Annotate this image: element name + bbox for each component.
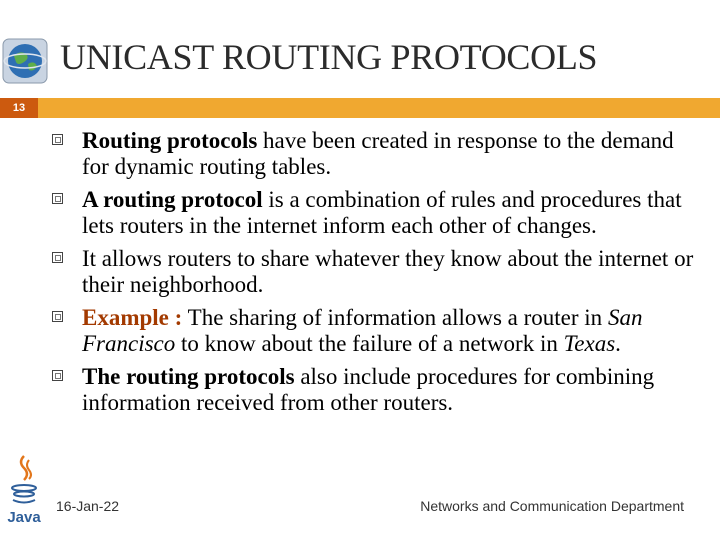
title-bar [0, 28, 720, 92]
example-label: Example : [82, 305, 183, 330]
bullet-text: have been created in response to the demand for dynamic routing tables. [82, 128, 674, 179]
bullet-item [52, 305, 702, 357]
footer-department: Networks and Communication Department [420, 498, 684, 514]
bullet-text: to know about the failure of a network in [175, 331, 564, 356]
footer-date: 16-Jan-22 [56, 498, 120, 514]
slide-title: UNICAST ROUTING PROTOCOLS [60, 37, 598, 77]
bullet-item [52, 246, 702, 298]
bullet-text: The sharing of information allows a router in [182, 305, 608, 330]
bullet-square-icon [52, 134, 63, 145]
bullet-square-icon [52, 370, 63, 381]
slide-number: 13 [0, 98, 38, 118]
bullet-text: also include procedures for combining information received from other routers. [82, 364, 655, 415]
bullet-item [52, 187, 702, 239]
bullet-text: It allows routers to share whatever they know about the internet or their neighborhood. [82, 246, 694, 297]
bullet-list [52, 128, 702, 423]
bullet-square-icon [52, 311, 63, 322]
java-logo-icon [4, 452, 44, 526]
header-bar [0, 98, 720, 118]
bullet-item [52, 128, 702, 180]
java-logo-text: Java [7, 509, 41, 526]
globe-logo-icon [2, 38, 48, 84]
bullet-bold-lead: A routing protocol [82, 187, 263, 212]
bullet-item [52, 364, 702, 416]
bullet-text: . [615, 331, 621, 356]
bullet-bold-lead: The routing protocols [82, 364, 295, 389]
bullet-square-icon [52, 193, 63, 204]
bullet-bold-lead: Routing protocols [82, 128, 258, 153]
place-name: Texas [563, 331, 616, 356]
bullet-text: is a combination of rules and procedures that lets routers in the internet inform each other of changes. [82, 187, 682, 238]
place-name: San Francisco [82, 305, 643, 356]
bullet-square-icon [52, 252, 63, 263]
